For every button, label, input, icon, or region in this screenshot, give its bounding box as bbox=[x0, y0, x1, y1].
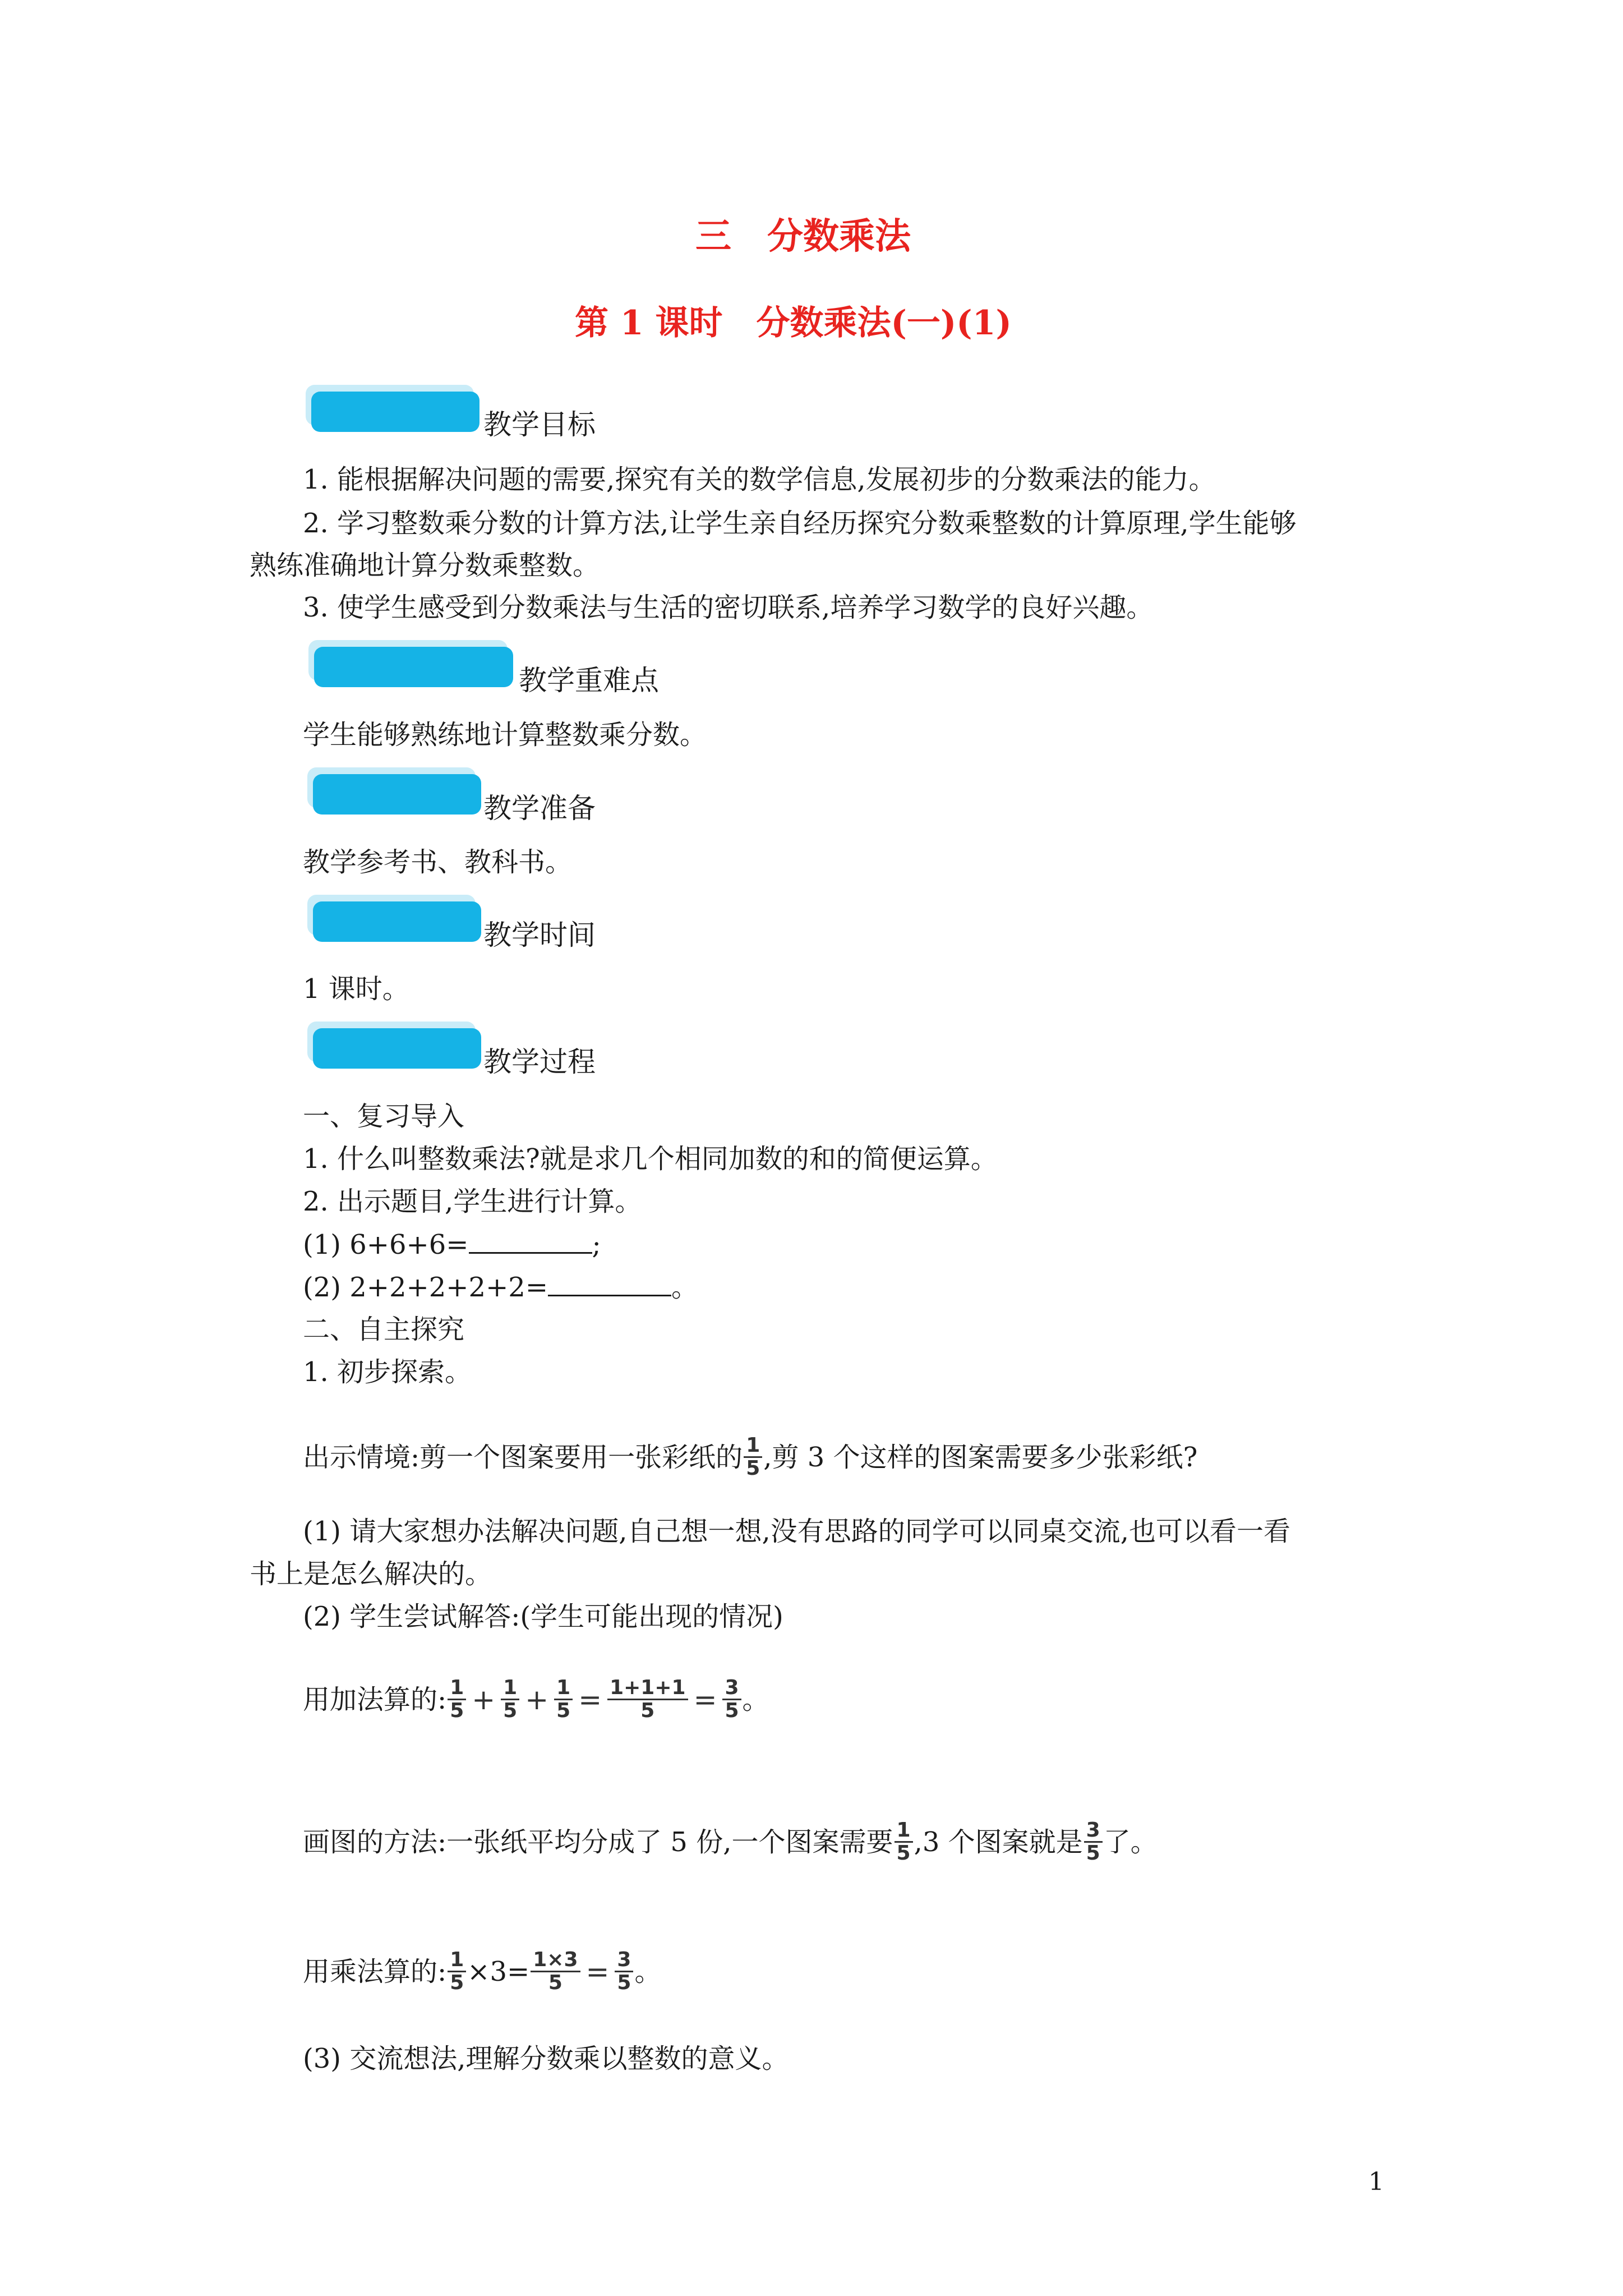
section-badge-process bbox=[313, 1028, 481, 1069]
part2-heading: 二、自主探究 bbox=[303, 1314, 465, 1345]
section-title-process: 教学过程 bbox=[483, 1046, 596, 1078]
page-number: 1 bbox=[1368, 2168, 1384, 2196]
goal-2-line1: 2. 学习整数乘分数的计算方法,让学生亲自经历探究分数乘整数的计算原理,学生能够 bbox=[303, 508, 1297, 539]
goal-1: 1. 能根据解决问题的需要,探究有关的数学信息,发展初步的分数乘法的能力。 bbox=[303, 464, 1216, 495]
multiplication-method bbox=[303, 1949, 661, 1994]
exercise-1-suffix: ; bbox=[592, 1229, 601, 1260]
equals-sign: = bbox=[578, 1683, 602, 1716]
fraction-one-fifth: $\frac{1}{5}$ bbox=[744, 1435, 762, 1479]
exercise-2 bbox=[303, 1270, 698, 1304]
section-badge-key-points bbox=[314, 647, 513, 687]
situation-text-b: ,剪 3 个这样的图案需要多少张彩纸? bbox=[763, 1441, 1198, 1473]
exercise-2-text: (2) 2+2+2+2+2= bbox=[303, 1272, 548, 1303]
addition-label: 用加法算的: bbox=[303, 1683, 447, 1715]
explore-heading: 1. 初步探索。 bbox=[303, 1356, 472, 1388]
fraction-one-fifth: $\frac{1}{5}$ bbox=[554, 1677, 573, 1722]
fraction-one-fifth: $\frac{1}{5}$ bbox=[895, 1820, 913, 1864]
section-title-goals: 教学目标 bbox=[483, 408, 596, 441]
try-line: (2) 学生尝试解答:(学生可能出现的情况) bbox=[303, 1601, 783, 1632]
exercise-2-suffix: 。 bbox=[671, 1272, 699, 1303]
key-points-text: 学生能够熟练地计算整数乘分数。 bbox=[303, 719, 707, 751]
goal-2-line2: 熟练准确地计算分数乘整数。 bbox=[250, 550, 600, 581]
exercise-1-text: (1) 6+6+6= bbox=[303, 1229, 469, 1260]
addition-method bbox=[303, 1677, 769, 1722]
fraction-product: $\frac{1\times 3}{5}$ bbox=[531, 1949, 580, 1994]
part1-heading: 一、复习导入 bbox=[303, 1101, 465, 1132]
answer-blank-2 bbox=[548, 1270, 671, 1296]
times-three: ×3= bbox=[467, 1955, 530, 1987]
time-text: 1 课时。 bbox=[303, 973, 409, 1005]
plus-sign: + bbox=[472, 1683, 496, 1716]
lesson-title: 第 1 课时 分数乘法(一)(1) bbox=[575, 303, 1012, 343]
ask-line-2: 书上是怎么解决的。 bbox=[250, 1558, 492, 1590]
discuss-line: (3) 交流想法,理解分数乘以整数的意义。 bbox=[303, 2043, 789, 2074]
equals-sign: = bbox=[693, 1683, 717, 1716]
section-badge-goals bbox=[311, 392, 479, 432]
section-badge-preparation bbox=[313, 774, 481, 815]
review-q2: 2. 出示题目,学生进行计算。 bbox=[303, 1186, 642, 1217]
plus-sign: + bbox=[525, 1683, 549, 1716]
fraction-sum: $\frac{1+1+1}{5}$ bbox=[607, 1677, 688, 1722]
equals-sign: = bbox=[585, 1955, 610, 1988]
drawing-text-b: ,3 个图案就是 bbox=[914, 1826, 1083, 1858]
exercise-1 bbox=[303, 1227, 601, 1262]
situation-text-a: 出示情境:剪一个图案要用一张彩纸的 bbox=[303, 1441, 743, 1473]
addition-period: 。 bbox=[742, 1683, 769, 1715]
fraction-three-fifths: $\frac{3}{5}$ bbox=[722, 1677, 741, 1722]
situation-line bbox=[303, 1435, 1197, 1479]
review-q1: 1. 什么叫整数乘法?就是求几个相同加数的和的简便运算。 bbox=[303, 1143, 998, 1175]
fraction-one-fifth: $\frac{1}{5}$ bbox=[448, 1677, 466, 1722]
section-title-time: 教学时间 bbox=[483, 919, 596, 951]
answer-blank-1 bbox=[469, 1227, 592, 1254]
drawing-text-c: 了。 bbox=[1103, 1826, 1158, 1858]
section-title-preparation: 教学准备 bbox=[483, 792, 596, 825]
fraction-three-fifths: $\frac{3}{5}$ bbox=[615, 1949, 633, 1994]
drawing-text-a: 画图的方法:一张纸平均分成了 5 份,一个图案需要 bbox=[303, 1826, 893, 1858]
chapter-title: 三 分数乘法 bbox=[695, 215, 911, 257]
multiplication-label: 用乘法算的: bbox=[303, 1955, 447, 1987]
section-badge-time bbox=[313, 901, 481, 942]
section-title-key-points: 教学重难点 bbox=[519, 664, 659, 697]
fraction-three-fifths: $\frac{3}{5}$ bbox=[1084, 1820, 1103, 1864]
fraction-one-fifth: $\frac{1}{5}$ bbox=[501, 1677, 519, 1722]
fraction-one-fifth: $\frac{1}{5}$ bbox=[448, 1949, 466, 1994]
preparation-text: 教学参考书、教科书。 bbox=[303, 846, 573, 878]
ask-line-1: (1) 请大家想办法解决问题,自己想一想,没有思路的同学可以同桌交流,也可以看一看 bbox=[303, 1516, 1291, 1547]
multiplication-period: 。 bbox=[634, 1955, 662, 1987]
drawing-method bbox=[303, 1820, 1158, 1864]
goal-3: 3. 使学生感受到分数乘法与生活的密切联系,培养学习数学的良好兴趣。 bbox=[303, 592, 1154, 623]
